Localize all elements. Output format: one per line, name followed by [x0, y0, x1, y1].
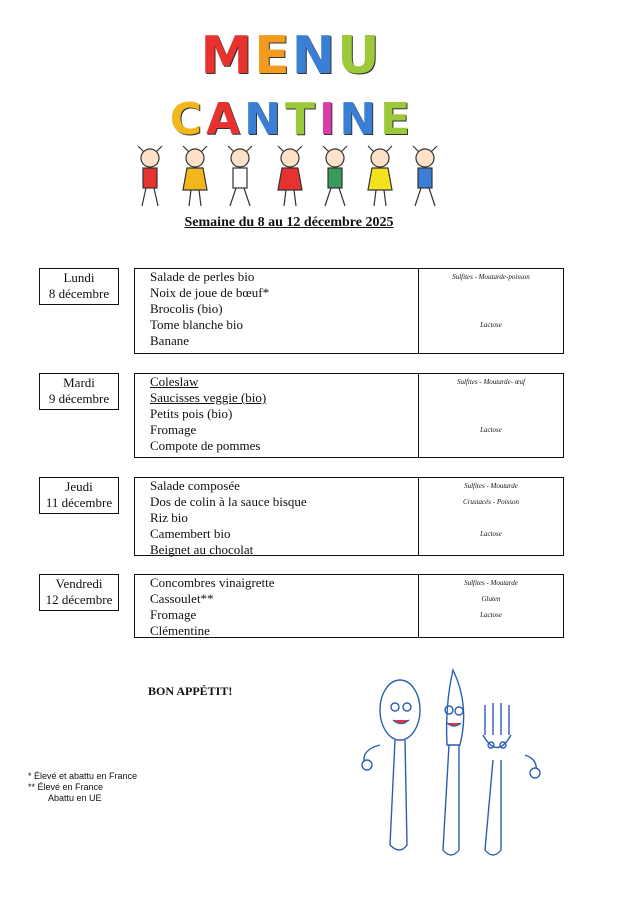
day-name: Lundi [63, 270, 95, 285]
dish-item: Clémentine [150, 623, 210, 638]
dish-item: Coleslaw [150, 374, 199, 389]
logo-letter: C [169, 94, 203, 145]
logo-letter: E [380, 94, 411, 145]
logo-letter: M [200, 26, 253, 86]
allergen-text: Lactose [480, 611, 502, 619]
menu-cantine-logo [120, 22, 460, 197]
day-menu-box [134, 477, 564, 556]
day-date: 11 décembre [45, 495, 113, 510]
children-illustration [130, 144, 450, 214]
dish-item: Camembert bio [150, 526, 231, 541]
dish-item: Brocolis (bio) [150, 301, 223, 316]
day-date: 12 décembre [45, 592, 113, 607]
allergen-column [418, 269, 563, 353]
dish-item: Cassoulet** [150, 591, 214, 606]
allergen-text: Sulfites - Moutarde-poisson [452, 273, 530, 281]
logo-letter: E [254, 26, 290, 86]
dish-list [135, 374, 418, 457]
week-title: Semaine du 8 au 12 décembre 2025 [184, 215, 394, 230]
logo-letter: U [337, 26, 380, 86]
allergen-column [418, 575, 563, 637]
logo-letter: N [244, 94, 281, 145]
dish-item: Concombres vinaigrette [150, 575, 275, 590]
bon-appetit: BON APPÉTIT! [148, 684, 233, 698]
dish-item: Riz bio [150, 510, 188, 525]
logo-letter: N [291, 26, 336, 86]
allergen-text: Gluten [481, 595, 501, 603]
day-label-box [39, 268, 119, 305]
dish-list [135, 575, 418, 637]
dish-item: Beignet au chocolat [150, 542, 254, 557]
menu-title [120, 26, 460, 86]
cantine-title [120, 94, 460, 145]
day-name: Vendredi [55, 576, 103, 591]
footnotes [28, 771, 137, 804]
day-name: Mardi [63, 375, 95, 390]
day-label-box [39, 373, 119, 410]
allergen-text: Sulfites - Moutarde [464, 482, 518, 490]
dish-item: Noix de joue de bœuf* [150, 285, 270, 300]
allergen-text: Lactose [480, 426, 502, 434]
allergen-text: Crustacés - Poisson [463, 498, 519, 506]
dish-list [135, 478, 418, 555]
day-date: 8 décembre [48, 286, 110, 301]
allergen-text: Lactose [480, 321, 502, 329]
dish-item: Compote de pommes [150, 438, 261, 453]
logo-letter: A [206, 94, 241, 145]
dish-item: Dos de colin à la sauce bisque [150, 494, 307, 509]
logo-letter: N [339, 94, 377, 145]
cutlery-illustration [355, 665, 545, 865]
day-label-box [39, 574, 119, 611]
day-menu-box [134, 373, 564, 458]
allergen-text: Sulfites - Moutarde [464, 579, 518, 587]
dish-item: Saucisses veggie (bio) [150, 390, 267, 405]
dish-item: Tome blanche bio [150, 317, 243, 332]
footnote: * Élevé et abattu en France [28, 771, 138, 781]
dish-item: Petits pois (bio) [150, 406, 233, 421]
day-label-box [39, 477, 119, 514]
allergen-column [418, 478, 563, 555]
dish-item: Fromage [150, 607, 197, 622]
day-menu-box [134, 268, 564, 354]
day-name: Jeudi [65, 479, 93, 494]
allergen-column [418, 374, 563, 457]
footnote: ** Élevé en France [28, 782, 104, 792]
day-date: 9 décembre [48, 391, 110, 406]
dish-item: Salade de perles bio [150, 269, 255, 284]
dish-item: Salade composée [150, 478, 240, 493]
logo-letter: I [318, 94, 336, 145]
allergen-text: Sulfites - Moutarde- œuf [457, 378, 525, 386]
dish-list [135, 269, 418, 353]
dish-item: Banane [150, 333, 189, 348]
footnote: Abattu en UE [48, 793, 102, 803]
allergen-text: Lactose [480, 530, 502, 538]
logo-letter: T [284, 94, 315, 145]
dish-item: Fromage [150, 422, 197, 437]
day-menu-box [134, 574, 564, 638]
